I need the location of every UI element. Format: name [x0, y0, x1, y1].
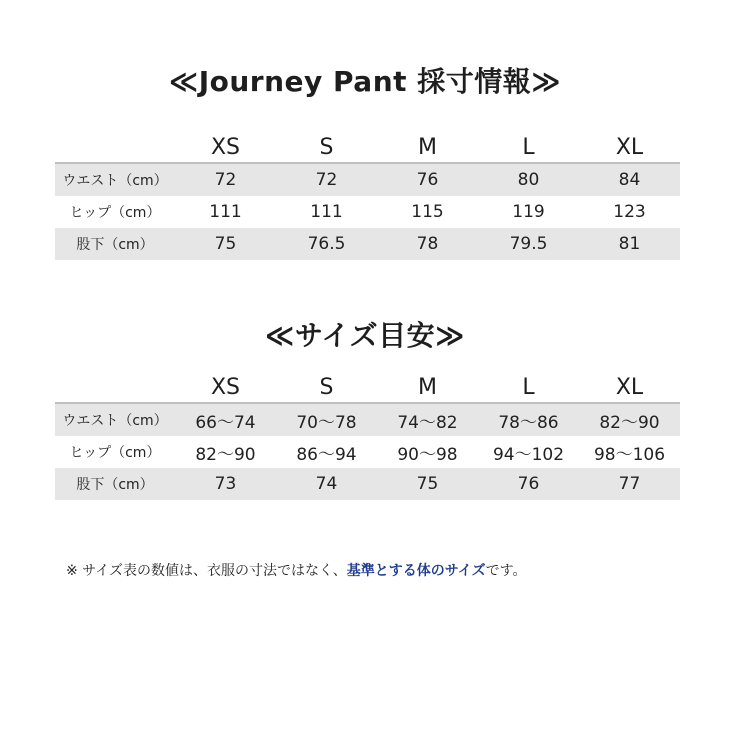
- size-note: [66, 560, 527, 580]
- size-header-s: S: [319, 135, 334, 160]
- table-row: [55, 468, 680, 500]
- size-header-l: L: [522, 135, 535, 160]
- table-cell: 90～98: [397, 444, 458, 465]
- table-row: [55, 403, 680, 436]
- note-suffix: です。: [485, 563, 527, 579]
- guide-table-title: ≪サイズ目安≫: [265, 319, 465, 352]
- spec-table: [55, 124, 680, 260]
- table-row: [55, 436, 680, 468]
- size-header-l: L: [522, 375, 535, 400]
- row-label-waist: ウエスト（cm）: [55, 403, 175, 436]
- table-cell: 86～94: [296, 444, 357, 465]
- table-row: [55, 163, 680, 196]
- table-row: [55, 196, 680, 228]
- table-cell: 82～90: [579, 403, 680, 436]
- table-cell: 78～86: [478, 403, 579, 436]
- table-cell: 84: [579, 163, 680, 196]
- table-cell: 73: [175, 468, 276, 500]
- row-label-inseam: 股下（cm）: [55, 228, 175, 260]
- table-cell: 77: [579, 468, 680, 500]
- table-cell: 72: [175, 163, 276, 196]
- table-cell: 70～78: [276, 403, 377, 436]
- size-header-s: S: [319, 375, 334, 400]
- table-cell: 75: [377, 468, 478, 500]
- table-cell: 72: [276, 163, 377, 196]
- table-cell: 76: [377, 163, 478, 196]
- table-row: [55, 228, 680, 260]
- note-highlight: 基準とする体のサイズ: [346, 563, 486, 579]
- table-cell: 78: [377, 228, 478, 260]
- table-cell: 81: [579, 228, 680, 260]
- spec-table-header: [55, 124, 680, 163]
- note-prefix: ※ サイズ表の数値は、衣服の寸法ではなく、: [66, 563, 347, 579]
- row-label-hip: ヒップ（cm）: [69, 445, 161, 461]
- row-label-inseam: 股下（cm）: [55, 468, 175, 500]
- spec-table-title: ≪Journey Pant 採寸情報≫: [168, 65, 562, 98]
- table-cell: 123: [613, 202, 646, 222]
- table-cell: 76.5: [276, 228, 377, 260]
- table-cell: 79.5: [478, 228, 579, 260]
- table-cell: 111: [209, 202, 242, 222]
- table-cell: 80: [478, 163, 579, 196]
- size-header-m: M: [418, 135, 437, 160]
- table-cell: 98～106: [593, 444, 666, 465]
- table-cell: 76: [478, 468, 579, 500]
- size-header-xs: XS: [210, 375, 241, 400]
- size-header-xl: XL: [615, 375, 644, 400]
- size-header-xl: XL: [615, 135, 644, 160]
- row-label-waist: ウエスト（cm）: [55, 163, 175, 196]
- table-cell: 119: [512, 202, 545, 222]
- table-cell: 74～82: [377, 403, 478, 436]
- guide-table: [55, 364, 680, 500]
- table-cell: 94～102: [492, 444, 565, 465]
- row-label-hip: ヒップ（cm）: [69, 205, 161, 221]
- table-cell: 115: [411, 202, 444, 222]
- size-header-m: M: [418, 375, 437, 400]
- guide-table-header: [55, 364, 680, 403]
- header-blank: [55, 124, 175, 163]
- header-blank: [55, 364, 175, 403]
- table-cell: 75: [175, 228, 276, 260]
- table-cell: 66～74: [175, 403, 276, 436]
- table-cell: 111: [310, 202, 343, 222]
- table-cell: 82～90: [195, 444, 256, 465]
- size-header-xs: XS: [210, 135, 241, 160]
- table-cell: 74: [276, 468, 377, 500]
